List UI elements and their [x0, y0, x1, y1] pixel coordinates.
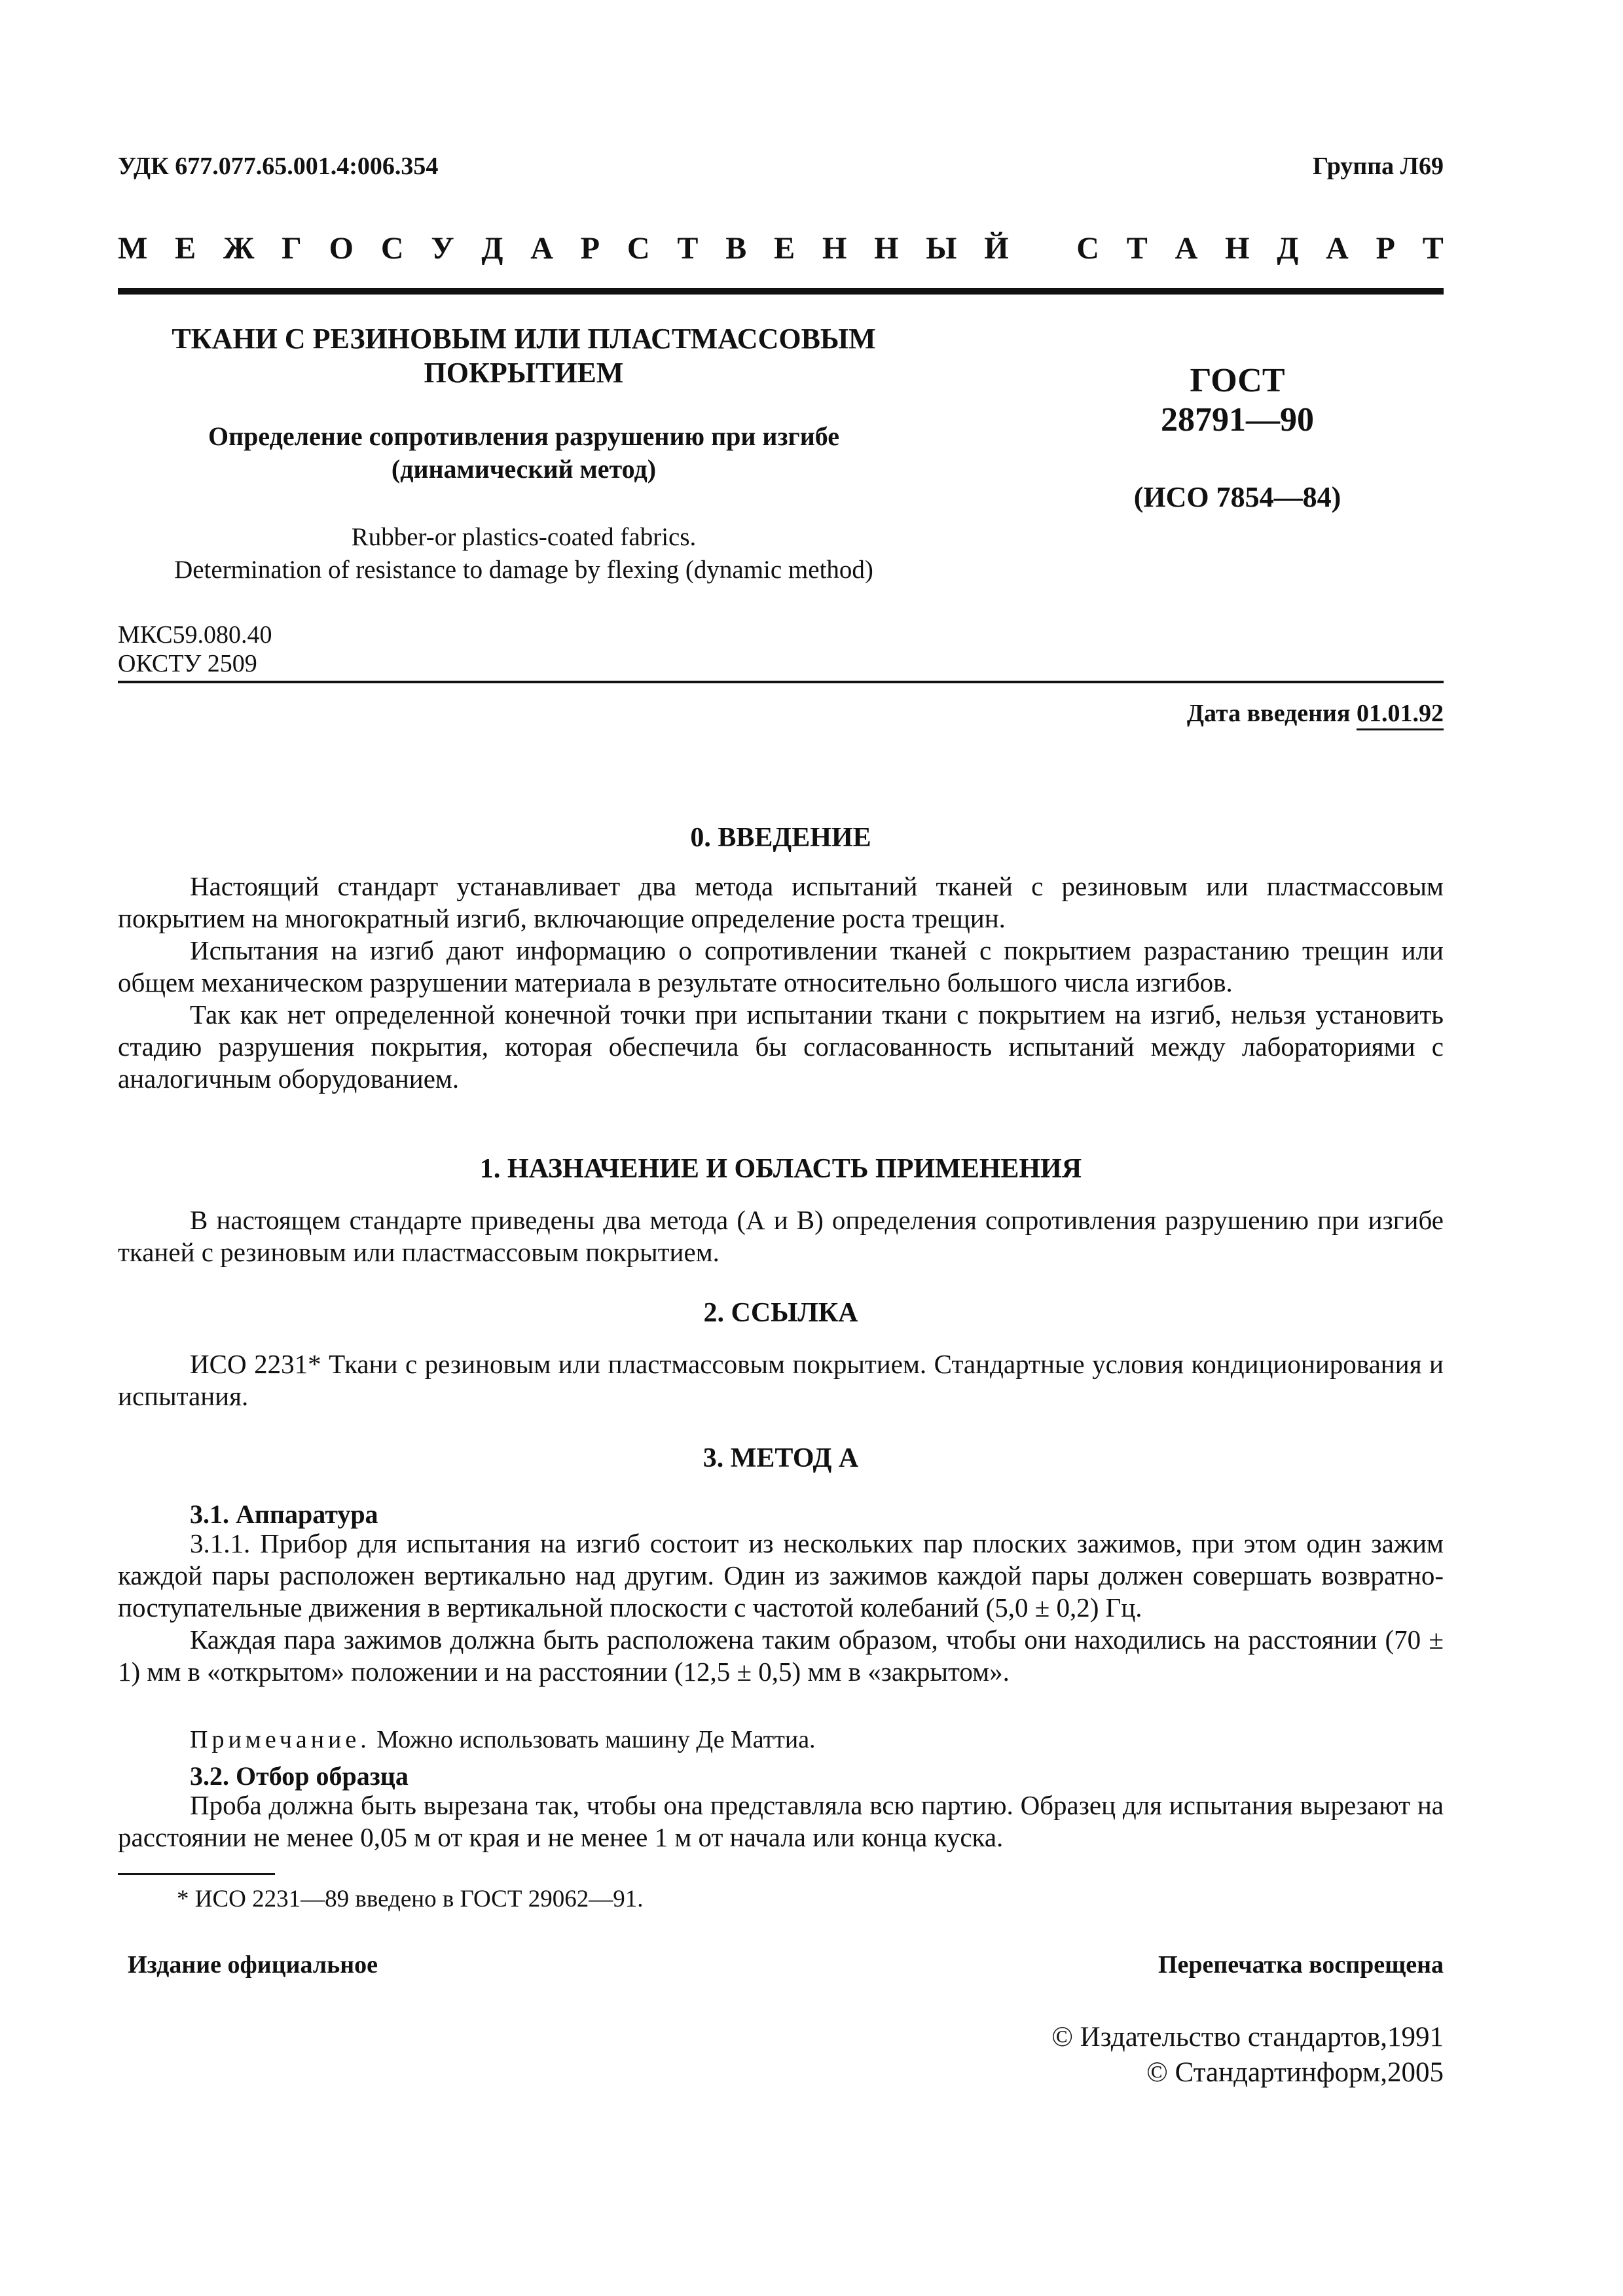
- paragraph: Настоящий стандарт устанавливает два метода испытаний тканей с резиновым или пластмассовым покрытием на многократный изгиб, включающие определение роста трещин.: [118, 871, 1444, 933]
- banner-letter: Н: [874, 231, 899, 266]
- banner-letter: В: [725, 231, 747, 266]
- banner-letter: С: [380, 231, 404, 266]
- note-label: Примечание.: [190, 1726, 371, 1753]
- paragraph: Проба должна быть вырезана так, чтобы она представляла всю партию. Образец для испытания вырезают на расстоянии не менее 0,05 м от края и не менее 1 м от начала или конца куска.: [118, 1790, 1444, 1852]
- gost-number: 28791—90: [1161, 401, 1314, 439]
- official-edition: Издание официальное: [128, 1951, 378, 1979]
- footnote: * ИСО 2231—89 введено в ГОСТ 29062—91.: [177, 1886, 644, 1912]
- section-0-heading: 0. ВВЕДЕНИЕ: [690, 823, 871, 853]
- udk-code: УДК 677.077.65.001.4:006.354: [118, 152, 439, 180]
- banner-letter: А: [1326, 231, 1349, 266]
- banner-letter: Н: [1225, 231, 1250, 266]
- paragraph: Испытания на изгиб дают информацию о сопротивлении тканей с покрытием разрастанию трещин или общем механическом разрушении материала в результате относительно большого числа изгибов.: [118, 935, 1444, 997]
- group-code: Группа Л69: [1312, 152, 1444, 180]
- okstu-code: ОКСТУ 2509: [118, 650, 257, 677]
- banner-letter: А: [1175, 231, 1198, 266]
- subsection-3-1-heading: 3.1. Аппаратура: [190, 1499, 378, 1529]
- document-subtitle-line2: (динамический метод): [391, 454, 657, 484]
- banner-letter: С: [1076, 231, 1099, 266]
- subsection-3-2-heading: 3.2. Отбор образца: [190, 1761, 409, 1791]
- banner-gap: [1036, 230, 1049, 266]
- document-title-line1: ТКАНИ С РЕЗИНОВЫМ ИЛИ ПЛАСТМАССОВЫМ: [172, 323, 876, 355]
- banner-letter: А: [530, 231, 553, 266]
- document-subtitle-line1: Определение сопротивления разрушению при изгибе: [208, 422, 839, 451]
- section-2-heading: 2. ССЫЛКА: [703, 1298, 858, 1328]
- gost-label: ГОСТ: [1190, 362, 1285, 399]
- banner-letter: О: [329, 231, 354, 266]
- paragraph: 3.1.1. Прибор для испытания на изгиб состоит из нескольких пар плоских зажимов, при этом один зажим каждой пары расположен вертикально над другим. Один из зажимов каждой пары должен совершать возвратно-поступательные движения в вертикальной плоскости с частотой колебаний (5,0 ± 0,2) Гц.: [118, 1528, 1444, 1623]
- banner-letter: Д: [481, 231, 503, 266]
- banner-letter: Р: [580, 231, 600, 266]
- banner-letter: Р: [1376, 231, 1395, 266]
- banner-letter: У: [431, 231, 454, 266]
- copyright-2005: © Стандартинформ,2005: [1146, 2057, 1444, 2088]
- banner-letter: Ы: [926, 231, 957, 266]
- banner-letter: М: [118, 231, 148, 266]
- header-rule: [118, 288, 1444, 295]
- note: [190, 1725, 816, 1754]
- paragraph: Так как нет определенной конечной точки при испытании ткани с покрытием на изгиб, нельзя установить стадию разрушения покрытия, которая обеспечила бы согласованность испытаний между лабораториями с аналогичным оборудованием.: [118, 999, 1444, 1094]
- paragraph: В настоящем стандарте приведены два метода (А и В) определения сопротивления разрушению при изгибе тканей с резиновым или пластмассовым покрытием.: [118, 1205, 1444, 1267]
- section-3-2-body: [118, 1789, 1444, 1854]
- paragraph: ИСО 2231* Ткани с резиновым или пластмассовым покрытием. Стандартные условия кондиционирования и испытания.: [118, 1349, 1444, 1411]
- section-3-1-body: [118, 1528, 1444, 1688]
- paragraph: Каждая пара зажимов должна быть расположена таким образом, чтобы они находились на расстоянии (70 ± 1) мм в «открытом» положении и на расстоянии (12,5 ± 0,5) мм в «закрытом».: [118, 1624, 1444, 1687]
- banner-letter: Г: [282, 231, 302, 266]
- footnote-rule: [118, 1873, 275, 1875]
- section-3-heading: 3. МЕТОД А: [702, 1443, 859, 1473]
- section-0-body: [118, 870, 1444, 1095]
- document-title-line2: ПОКРЫТИЕМ: [424, 357, 624, 389]
- banner-letter: Ж: [223, 231, 255, 266]
- english-title-line1: Rubber-or plastics-coated fabrics.: [351, 523, 697, 551]
- note-text: Можно использовать машину Де Маттиа.: [370, 1726, 816, 1753]
- banner-letter: Т: [1422, 231, 1444, 266]
- intro-date-value: 01.01.92: [1357, 700, 1444, 730]
- banner-letter: Е: [774, 231, 795, 266]
- banner-letter: Е: [175, 231, 196, 266]
- english-title-line2: Determination of resistance to damage by flexing (dynamic method): [174, 556, 873, 584]
- introduction-date: [1187, 699, 1444, 728]
- banner-letter: Т: [1126, 231, 1148, 266]
- section-1-body: [118, 1204, 1444, 1268]
- reprint-prohibited: Перепечатка воспрещена: [1158, 1951, 1444, 1979]
- section-2-body: [118, 1348, 1444, 1412]
- banner-letter: Й: [984, 231, 1009, 266]
- iso-reference: (ИСО 7854—84): [1133, 481, 1341, 513]
- banner-letter: С: [627, 231, 650, 266]
- section-1-heading: 1. НАЗНАЧЕНИЕ И ОБЛАСТЬ ПРИМЕНЕНИЯ: [479, 1154, 1082, 1184]
- intro-date-label: Дата введения: [1186, 700, 1351, 727]
- mks-code: МКС59.080.40: [118, 621, 272, 649]
- interstate-standard-banner: [118, 230, 1444, 266]
- banner-letter: Т: [677, 231, 699, 266]
- banner-letter: Н: [822, 231, 847, 266]
- title-rule: [118, 681, 1444, 683]
- copyright-1991: © Издательство стандартов,1991: [1051, 2022, 1444, 2053]
- banner-letter: Д: [1277, 231, 1299, 266]
